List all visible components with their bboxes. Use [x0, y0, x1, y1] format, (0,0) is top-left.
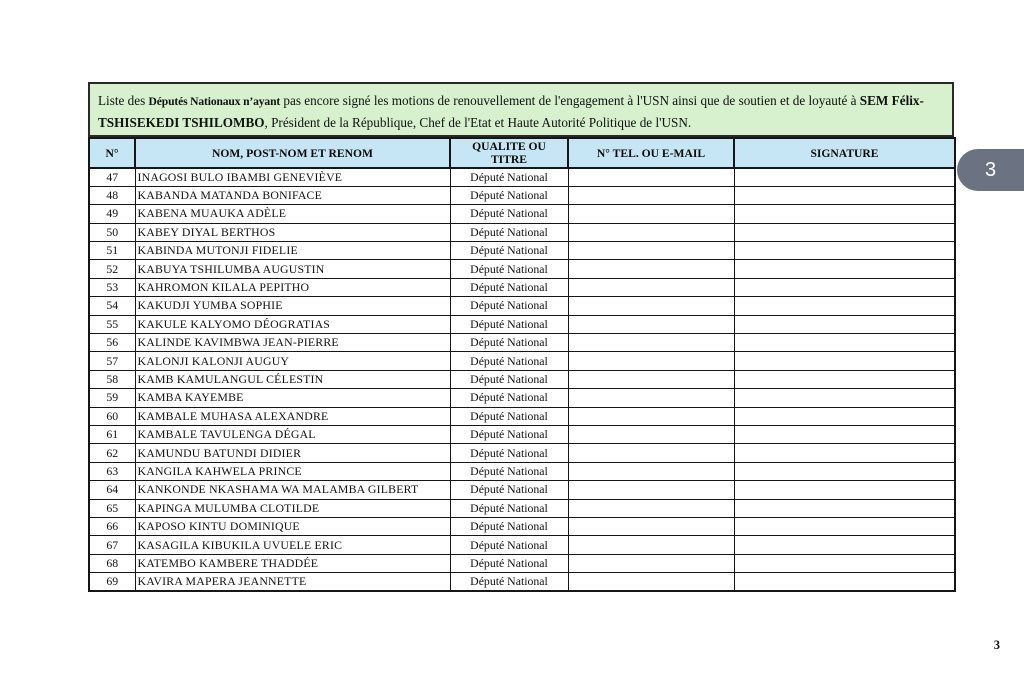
- table-row: [89, 223, 955, 241]
- row-number-cell: 65: [89, 499, 135, 517]
- table-row: [89, 205, 955, 223]
- name-cell: KABEY DIYAL BERTHOS: [135, 223, 450, 241]
- name-cell: KAMB KAMULANGUL CÉLESTIN: [135, 370, 450, 388]
- header-note-segment: Liste des: [98, 93, 149, 108]
- row-number-cell: 55: [89, 315, 135, 333]
- name-cell: KABANDA MATANDA BONIFACE: [135, 186, 450, 204]
- deputies-table: [88, 137, 956, 592]
- signature-cell: [734, 536, 955, 554]
- title-cell: Député National: [450, 536, 568, 554]
- title-cell: Député National: [450, 278, 568, 296]
- title-cell: Député National: [450, 444, 568, 462]
- tel-cell: [568, 462, 734, 480]
- row-number-cell: 57: [89, 352, 135, 370]
- signature-cell: [734, 297, 955, 315]
- table-header-row: [89, 138, 955, 168]
- tel-cell: [568, 573, 734, 591]
- header-note-segment: , Président de la République, Chef de l'Etat et Haute Autorité Politique de l'USN.: [264, 115, 692, 130]
- page-number: 3: [993, 638, 1000, 652]
- signature-cell: [734, 205, 955, 223]
- table-row: [89, 407, 955, 425]
- title-cell: Député National: [450, 370, 568, 388]
- table-row: [89, 260, 955, 278]
- tel-cell: [568, 425, 734, 443]
- row-number-cell: 49: [89, 205, 135, 223]
- name-cell: INAGOSI BULO IBAMBI GENEVIÈVE: [135, 168, 450, 186]
- signature-cell: [734, 242, 955, 260]
- table-row: [89, 554, 955, 572]
- name-cell: KAKULE KALYOMO DÉOGRATIAS: [135, 315, 450, 333]
- name-cell: KAMBALE MUHASA ALEXANDRE: [135, 407, 450, 425]
- table-row: [89, 425, 955, 443]
- signature-cell: [734, 389, 955, 407]
- name-cell: KAMBALE TAVULENGA DÉGAL: [135, 425, 450, 443]
- column-header: NOM, POST-NOM ET RENOM: [135, 138, 450, 168]
- signature-cell: [734, 168, 955, 186]
- table-row: [89, 315, 955, 333]
- signature-cell: [734, 223, 955, 241]
- tel-cell: [568, 186, 734, 204]
- title-cell: Député National: [450, 425, 568, 443]
- table-row: [89, 536, 955, 554]
- title-cell: Député National: [450, 389, 568, 407]
- title-cell: Député National: [450, 462, 568, 480]
- title-cell: Député National: [450, 260, 568, 278]
- signature-cell: [734, 260, 955, 278]
- row-number-cell: 53: [89, 278, 135, 296]
- name-cell: KAPINGA MULUMBA CLOTILDE: [135, 499, 450, 517]
- name-cell: KANGILA KAHWELA PRINCE: [135, 462, 450, 480]
- tel-cell: [568, 352, 734, 370]
- table-row: [89, 499, 955, 517]
- signature-cell: [734, 481, 955, 499]
- title-cell: Député National: [450, 517, 568, 535]
- table-row: [89, 462, 955, 480]
- tel-cell: [568, 407, 734, 425]
- name-cell: KAMUNDU BATUNDI DIDIER: [135, 444, 450, 462]
- header-note-segment: pas encore signé les motions de renouvellement de l'engagement à l'USN ainsi que de soutien et de loyauté à: [280, 93, 860, 108]
- tel-cell: [568, 205, 734, 223]
- row-number-cell: 58: [89, 370, 135, 388]
- table-row: [89, 334, 955, 352]
- signature-cell: [734, 499, 955, 517]
- title-cell: Député National: [450, 168, 568, 186]
- title-cell: Député National: [450, 573, 568, 591]
- table-row: [89, 278, 955, 296]
- tel-cell: [568, 278, 734, 296]
- column-header: SIGNATURE: [734, 138, 955, 168]
- name-cell: KAVIRA MAPERA JEANNETTE: [135, 573, 450, 591]
- signature-cell: [734, 554, 955, 572]
- table-row: [89, 297, 955, 315]
- tel-cell: [568, 315, 734, 333]
- name-cell: KANKONDE NKASHAMA WA MALAMBA GILBERT: [135, 481, 450, 499]
- tel-cell: [568, 223, 734, 241]
- row-number-cell: 50: [89, 223, 135, 241]
- table-row: [89, 352, 955, 370]
- signature-cell: [734, 352, 955, 370]
- title-cell: Député National: [450, 315, 568, 333]
- name-cell: KAKUDJI YUMBA SOPHIE: [135, 297, 450, 315]
- table-row: [89, 444, 955, 462]
- table-row: [89, 573, 955, 591]
- row-number-cell: 48: [89, 186, 135, 204]
- row-number-cell: 47: [89, 168, 135, 186]
- signature-cell: [734, 186, 955, 204]
- row-number-cell: 64: [89, 481, 135, 499]
- row-number-cell: 56: [89, 334, 135, 352]
- page-tab-label: 3: [984, 158, 997, 181]
- title-cell: Député National: [450, 407, 568, 425]
- name-cell: KAMBA KAYEMBE: [135, 389, 450, 407]
- row-number-cell: 51: [89, 242, 135, 260]
- signature-cell: [734, 370, 955, 388]
- tel-cell: [568, 168, 734, 186]
- tel-cell: [568, 260, 734, 278]
- column-header: QUALITE OU TITRE: [450, 138, 568, 168]
- title-cell: Député National: [450, 352, 568, 370]
- table-row: [89, 168, 955, 186]
- row-number-cell: 54: [89, 297, 135, 315]
- tel-cell: [568, 554, 734, 572]
- name-cell: KALONJI KALONJI AUGUY: [135, 352, 450, 370]
- page-tab[interactable]: [957, 149, 1024, 191]
- row-number-cell: 61: [89, 425, 135, 443]
- tel-cell: [568, 297, 734, 315]
- row-number-cell: 69: [89, 573, 135, 591]
- tel-cell: [568, 481, 734, 499]
- table-row: [89, 389, 955, 407]
- title-cell: Député National: [450, 554, 568, 572]
- signature-cell: [734, 517, 955, 535]
- tel-cell: [568, 242, 734, 260]
- title-cell: Député National: [450, 481, 568, 499]
- name-cell: KABINDA MUTONJI FIDELIE: [135, 242, 450, 260]
- title-cell: Député National: [450, 334, 568, 352]
- tel-cell: [568, 536, 734, 554]
- header-note: [88, 82, 954, 137]
- name-cell: KATEMBO KAMBERE THADDÉE: [135, 554, 450, 572]
- title-cell: Député National: [450, 242, 568, 260]
- signature-cell: [734, 573, 955, 591]
- tel-cell: [568, 517, 734, 535]
- tel-cell: [568, 370, 734, 388]
- title-cell: Député National: [450, 297, 568, 315]
- title-cell: Député National: [450, 186, 568, 204]
- tel-cell: [568, 389, 734, 407]
- row-number-cell: 60: [89, 407, 135, 425]
- table-row: [89, 481, 955, 499]
- row-number-cell: 67: [89, 536, 135, 554]
- row-number-cell: 59: [89, 389, 135, 407]
- name-cell: KABUYA TSHILUMBA AUGUSTIN: [135, 260, 450, 278]
- table-row: [89, 242, 955, 260]
- name-cell: KAPOSO KINTU DOMINIQUE: [135, 517, 450, 535]
- title-cell: Député National: [450, 205, 568, 223]
- signature-cell: [734, 462, 955, 480]
- header-note-segment: Députés Nationaux n’ayant: [148, 95, 281, 108]
- column-header: N°: [89, 138, 135, 168]
- row-number-cell: 52: [89, 260, 135, 278]
- signature-cell: [734, 407, 955, 425]
- signature-cell: [734, 334, 955, 352]
- row-number-cell: 63: [89, 462, 135, 480]
- table-row: [89, 370, 955, 388]
- signature-cell: [734, 425, 955, 443]
- row-number-cell: 62: [89, 444, 135, 462]
- title-cell: Député National: [450, 499, 568, 517]
- table-row: [89, 517, 955, 535]
- column-header: N° TEL. OU E-MAIL: [568, 138, 734, 168]
- signature-cell: [734, 444, 955, 462]
- header-note-segment: SEM Félix-TSHISEKEDI TSHILOMBO: [98, 93, 924, 130]
- name-cell: KALINDE KAVIMBWA JEAN-PIERRE: [135, 334, 450, 352]
- signature-cell: [734, 278, 955, 296]
- table-body: [89, 168, 955, 591]
- tel-cell: [568, 334, 734, 352]
- signature-cell: [734, 315, 955, 333]
- name-cell: KABENA MUAUKA ADÈLE: [135, 205, 450, 223]
- name-cell: KAHROMON KILALA PEPITHO: [135, 278, 450, 296]
- tel-cell: [568, 444, 734, 462]
- tel-cell: [568, 499, 734, 517]
- table-row: [89, 186, 955, 204]
- name-cell: KASAGILA KIBUKILA UVUELE ERIC: [135, 536, 450, 554]
- row-number-cell: 68: [89, 554, 135, 572]
- title-cell: Député National: [450, 223, 568, 241]
- row-number-cell: 66: [89, 517, 135, 535]
